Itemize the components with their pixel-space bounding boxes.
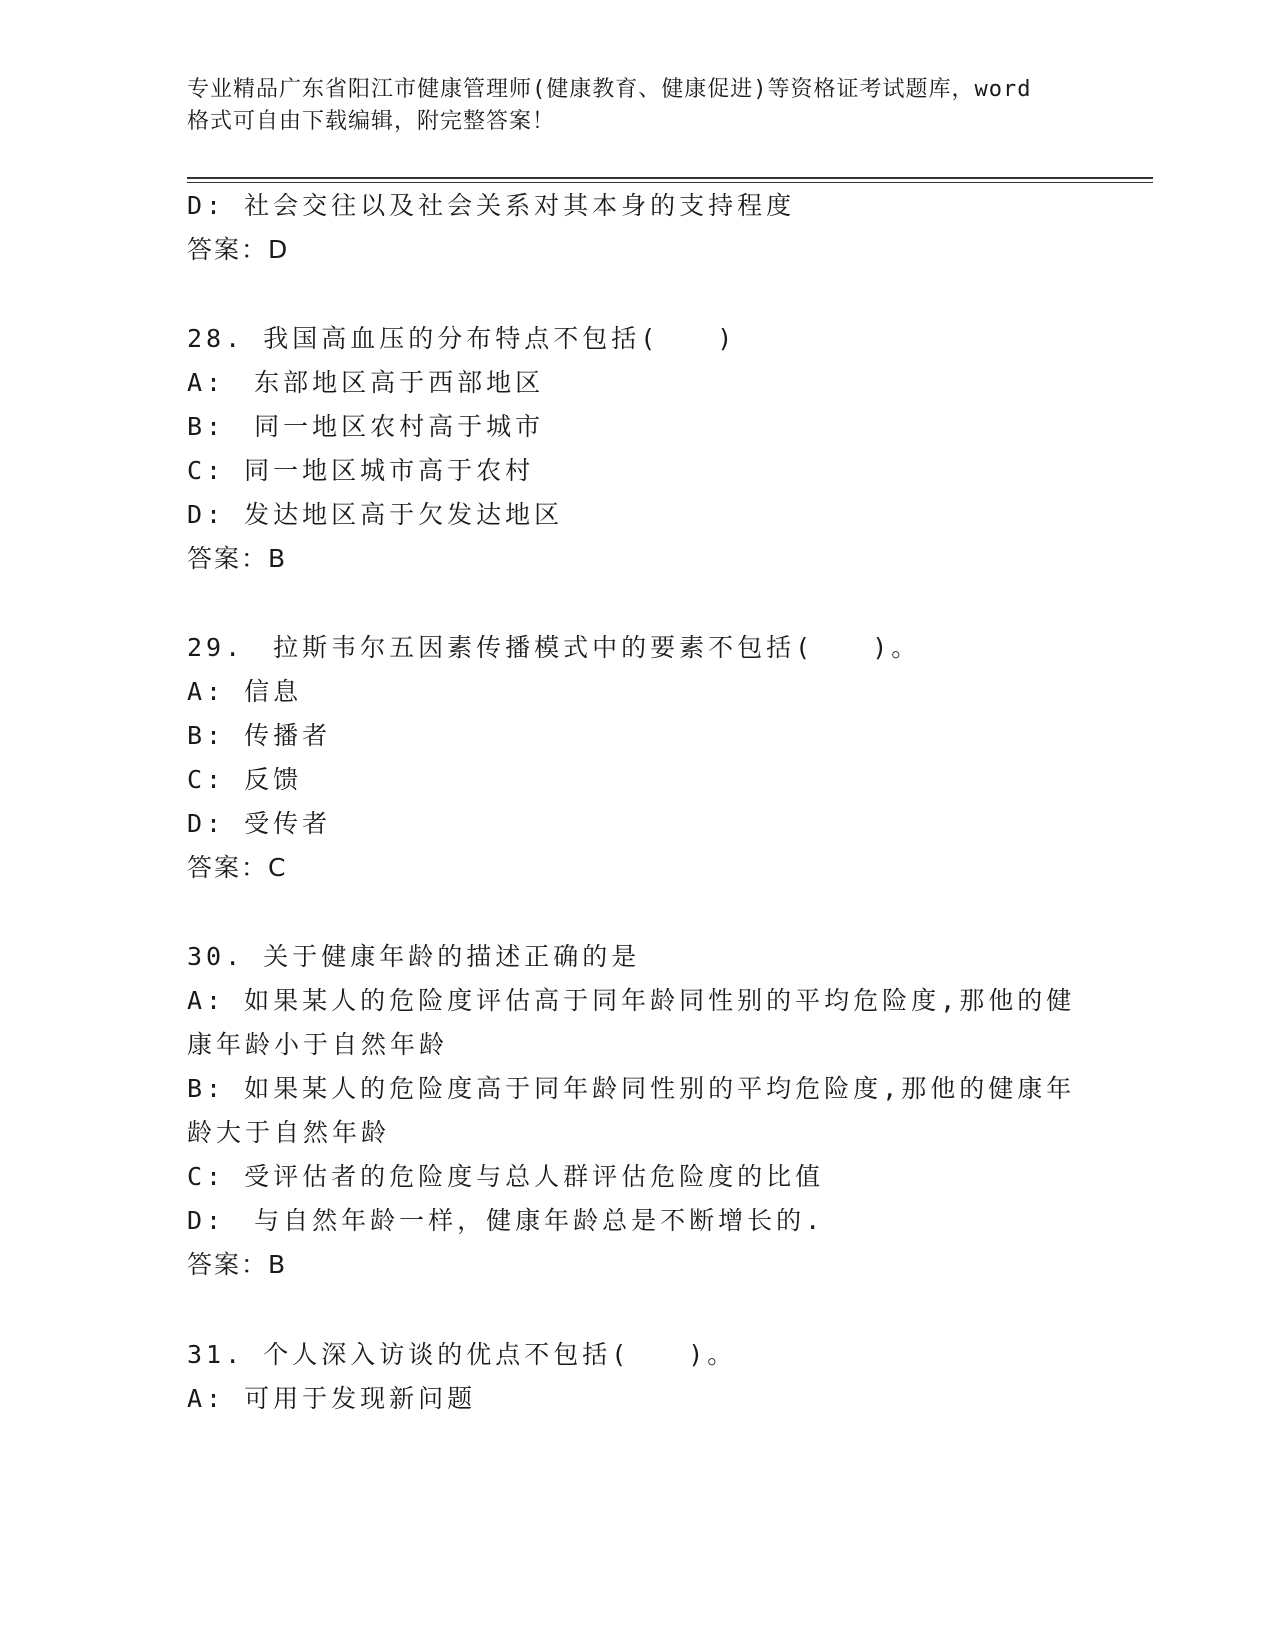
q29-option-d: D: 受传者 — [187, 809, 332, 838]
q28-stem: 28. 我国高血压的分布特点不包括( ) — [187, 324, 737, 353]
q29-option-a: A: 信息 — [187, 677, 303, 706]
q29-stem: 29. 拉斯韦尔五因素传播模式中的要素不包括( )。 — [187, 633, 921, 662]
q29-answer: 答案：C — [187, 853, 288, 882]
header-divider-thick — [187, 177, 1153, 179]
q29-option-b: B: 传播者 — [187, 721, 332, 750]
q30-option-a-line-1: A: 如果某人的危险度评估高于同年龄同性别的平均危险度,那他的健 — [187, 986, 1076, 1015]
q29-option-c: C: 反馈 — [187, 765, 303, 794]
q30-stem: 30. 关于健康年龄的描述正确的是 — [187, 942, 641, 971]
q28-option-d: D: 发达地区高于欠发达地区 — [187, 500, 564, 529]
q27-answer: 答案：D — [187, 235, 290, 264]
q28-answer: 答案：B — [187, 544, 288, 573]
q30-option-d: D: 与自然年龄一样，健康年龄总是不断增长的. — [187, 1206, 825, 1235]
q31-option-a: A: 可用于发现新问题 — [187, 1384, 477, 1413]
header-divider-thin — [187, 182, 1153, 183]
q30-option-b-line-2: 龄大于自然年龄 — [187, 1118, 391, 1147]
q30-option-c: C: 受评估者的危险度与总人群评估危险度的比值 — [187, 1162, 825, 1191]
q30-answer: 答案：B — [187, 1250, 288, 1279]
document-header — [187, 74, 1107, 138]
header-line-2: 格式可自由下载编辑，附完整答案！ — [187, 109, 556, 134]
q28-option-a: A: 东部地区高于西部地区 — [187, 368, 545, 397]
q30-option-b-line-1: B: 如果某人的危险度高于同年龄同性别的平均危险度,那他的健康年 — [187, 1074, 1076, 1103]
q28-option-c: C: 同一地区城市高于农村 — [187, 456, 535, 485]
header-line-1: 专业精品广东省阳江市健康管理师(健康教育、健康促进)等资格证考试题库，word — [187, 77, 1032, 102]
q28-option-b: B: 同一地区农村高于城市 — [187, 412, 545, 441]
q31-stem: 31. 个人深入访谈的优点不包括( )。 — [187, 1340, 737, 1369]
q27-option-d: D: 社会交往以及社会关系对其本身的支持程度 — [187, 191, 796, 220]
q30-option-a-line-2: 康年龄小于自然年龄 — [187, 1030, 449, 1059]
